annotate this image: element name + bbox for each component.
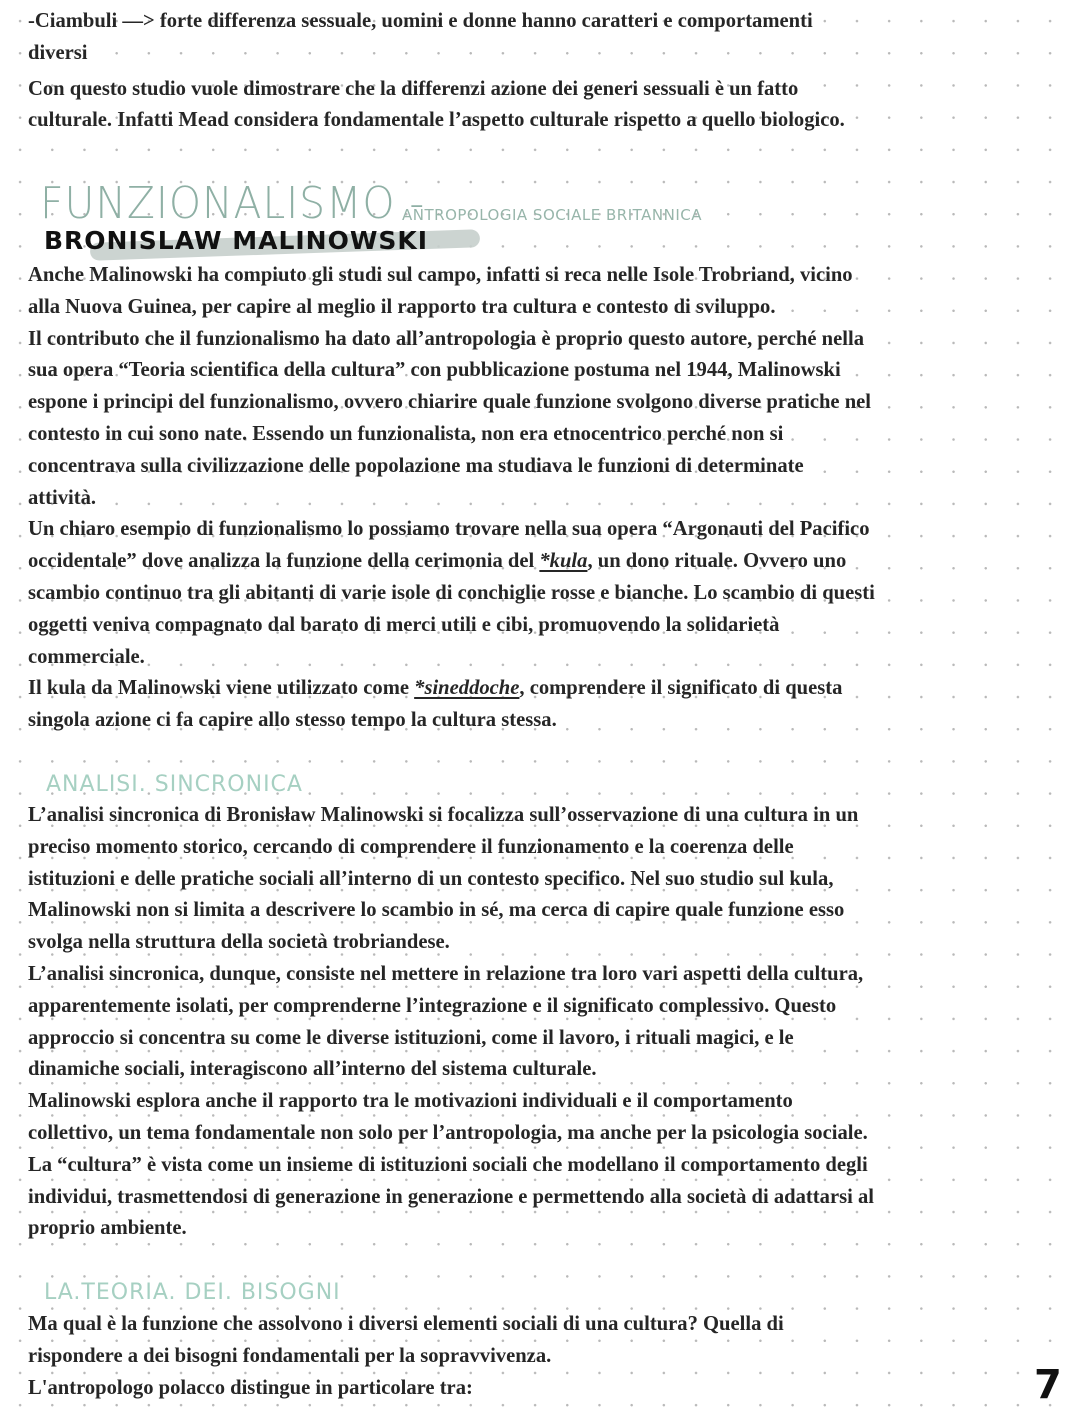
- text-segment: scambio continuo tra gli abitanti di varie isole di conchiglie rosse e bianche. Lo scambio di questi: [28, 581, 875, 604]
- section-title-analisi-sincronica: ANALISI. SINCRONICA: [46, 772, 303, 797]
- text-segment: commerciale.: [28, 645, 145, 668]
- text-segment: dinamiche sociali, interagiscono all’interno del sistema culturale.: [28, 1058, 597, 1081]
- text-segment: preciso momento storico, cercando di comprendere il funzionamento e la coerenza delle: [28, 835, 794, 858]
- author-heading: BRONISLAW MALINOWSKI: [44, 226, 429, 255]
- teoria-paragraph: [28, 1309, 784, 1404]
- text-line: [28, 1341, 784, 1373]
- section-subtitle: ANTROPOLOGIA SOCIALE BRITANNICA: [402, 206, 703, 224]
- text-line: [28, 927, 874, 959]
- text-line: [28, 959, 874, 991]
- analisi-paragraph: [28, 800, 874, 1245]
- text-line: [28, 1054, 874, 1086]
- text-line: [28, 864, 874, 896]
- text-line: [28, 1213, 874, 1245]
- text-segment: espone i principi del funzionalismo, ovvero chiarire quale funzione svolgono diverse pratiche nel: [28, 391, 872, 414]
- text-line: [28, 355, 875, 387]
- text-segment: individui, trasmettendosi di generazione in generazione e permettendo alla società di adattarsi al: [28, 1185, 874, 1208]
- text-line: diversi: [28, 41, 88, 64]
- text-line: [28, 673, 875, 705]
- intro-paragraph: [28, 6, 845, 137]
- text-line: [28, 260, 875, 292]
- text-segment: sua opera “Teoria scientifica della cultura” con pubblicazione postuma nel 1944, Malinowski: [28, 359, 841, 382]
- text-segment: proprio ambiente.: [28, 1217, 187, 1240]
- text-line: [28, 832, 874, 864]
- text-segment: Un chiaro esempio di funzionalismo lo possiamo trovare nella sua opera “Argonauti del Pacifico: [28, 518, 870, 541]
- text-segment: collettivo, un tema fondamentale non solo per l’antropologia, ma anche per la psicologia sociale.: [28, 1121, 868, 1144]
- text-segment: , comprendere il significato di questa: [519, 677, 843, 700]
- text-line: [28, 546, 875, 578]
- section-title-teoria-bisogni: LA.TEORIA. DEI. BISOGNI: [44, 1280, 341, 1305]
- text-line: [28, 705, 875, 737]
- text-segment: oggetti veniva compagnato dal barato di merci utili e cibi, promuovendo la solidarietà: [28, 613, 780, 636]
- text-line: [28, 578, 875, 610]
- text-line: [28, 895, 874, 927]
- text-line: culturale. Infatti Mead considera fondamentale l’aspetto culturale rispetto a quello biologico.: [28, 109, 845, 132]
- text-line: [28, 483, 875, 515]
- text-line: [28, 1150, 874, 1182]
- text-segment: occidentale” dove analizza la funzione della cerimonia del: [28, 550, 540, 573]
- text-line: [28, 1023, 874, 1055]
- text-segment: svolga nella struttura della società trobriandese.: [28, 931, 450, 954]
- text-segment: approccio si concentra su come le diverse istituzioni, come il lavoro, i rituali magici, e le: [28, 1026, 794, 1049]
- text-segment: apparentemente isolati, per comprenderne l’integrazione e il significato complessivo. Questo: [28, 994, 837, 1017]
- text-segment: concentrava sulla civilizzazione delle popolazione ma studiava le funzioni di determinate: [28, 454, 804, 477]
- text-segment: Il contributo che il funzionalismo ha dato all’antropologia è proprio questo autore, perché nella: [28, 327, 864, 350]
- text-segment: L'antropologo polacco distingue in particolare tra:: [28, 1376, 473, 1399]
- text-line: [28, 292, 875, 324]
- text-segment: Ma qual è la funzione che assolvono i diversi elementi sociali di una cultura? Quella di: [28, 1313, 784, 1335]
- text-segment: contesto in cui sono nate. Essendo un funzionalista, non era etnocentrico perché non si: [28, 422, 784, 445]
- text-line: [28, 514, 875, 546]
- emphasized-term: *kula: [539, 550, 588, 573]
- text-line: [28, 642, 875, 674]
- text-line: [28, 1118, 874, 1150]
- text-line: [28, 419, 875, 451]
- text-line: [28, 1373, 784, 1405]
- text-segment: La “cultura” è vista come un insieme di istituzioni sociali che modellano il comportamento degli: [28, 1153, 868, 1176]
- text-segment: L’analisi sincronica, dunque, consiste nel mettere in relazione tra loro vari aspetti della cultura,: [28, 962, 864, 985]
- emphasized-term: *sineddoche: [414, 677, 520, 700]
- text-segment: Malinowski non si limita a descrivere lo scambio in sé, ma cerca di capire quale funzione esso: [28, 899, 845, 922]
- text-line: -Ciambuli —> forte differenza sessuale, uomini e donne hanno caratteri e comportamenti: [28, 10, 813, 32]
- text-line: [28, 1309, 784, 1341]
- text-line: [28, 324, 875, 356]
- text-segment: istituzioni e delle pratiche sociali all’interno di un contesto specifico. Nel suo studio sul kula,: [28, 867, 834, 890]
- text-segment: singola azione ci fa capire allo stesso tempo la cultura stessa.: [28, 709, 557, 732]
- section-title-funzionalismo: FUNZIONALISMO -: [40, 178, 426, 229]
- text-line: [28, 1182, 874, 1214]
- text-segment: Malinowski esplora anche il rapporto tra le motivazioni individuali e il comportamento: [28, 1090, 793, 1113]
- text-line: [28, 991, 874, 1023]
- text-segment: Il kula da Malinowski viene utilizzato come: [28, 677, 415, 700]
- text-segment: attività.: [28, 486, 97, 509]
- text-segment: Anche Malinowski ha compiuto gli studi sul campo, infatti si reca nelle Isole Trobriand, vicino: [28, 264, 853, 286]
- text-segment: L’analisi sincronica di Bronisław Malinowski si focalizza sull’osservazione di una cultura in un: [28, 804, 859, 826]
- text-line: [28, 800, 874, 832]
- text-line: Con questo studio vuole dimostrare che la differenzi azione dei generi sessuali è un fatto: [28, 77, 799, 100]
- text-line: [28, 387, 875, 419]
- text-segment: alla Nuova Guinea, per capire al meglio il rapporto tra cultura e contesto di sviluppo.: [28, 295, 776, 318]
- funzionalismo-paragraph: [28, 260, 875, 737]
- text-line: [28, 610, 875, 642]
- text-segment: rispondere a dei bisogni fondamentali per la sopravvivenza.: [28, 1344, 552, 1367]
- text-segment: , un dono rituale. Ovvero uno: [587, 550, 847, 573]
- page-number: 7: [1034, 1362, 1062, 1408]
- text-line: [28, 451, 875, 483]
- text-line: [28, 1086, 874, 1118]
